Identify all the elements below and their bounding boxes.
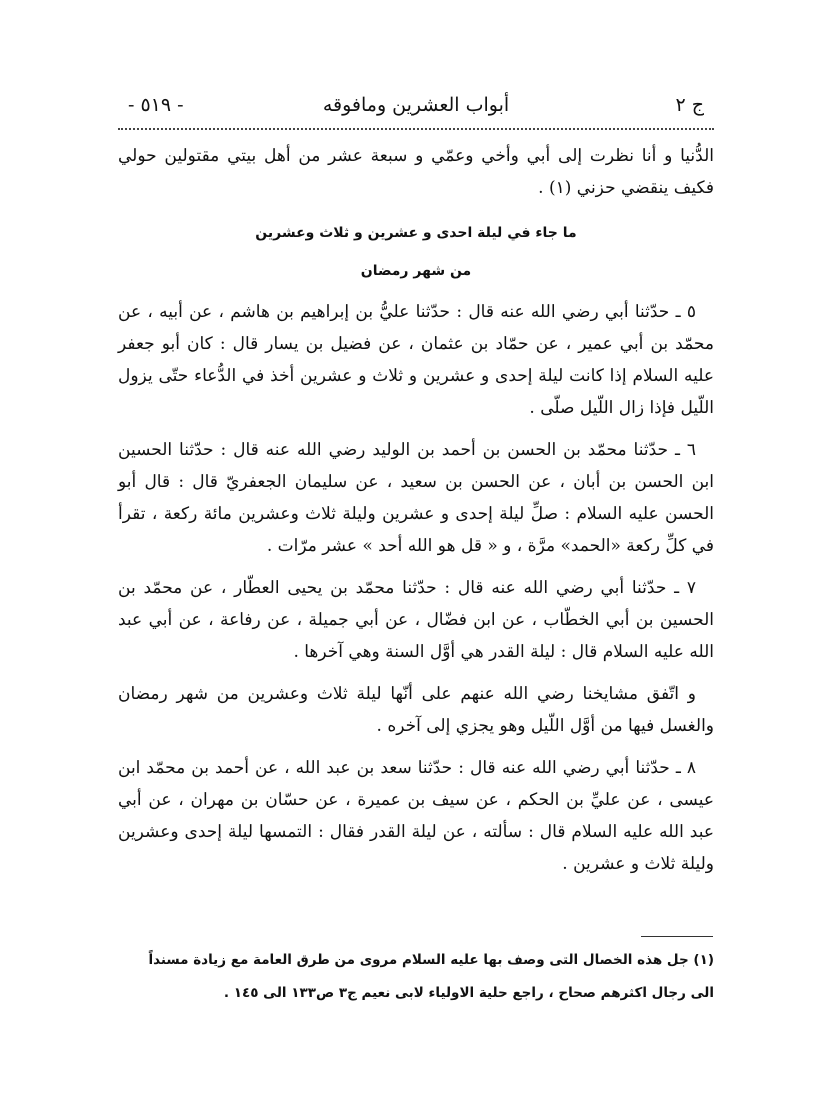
section-heading-line1: ما جاء في ليلة احدى و عشرين و ثلاث وعشرين (255, 225, 577, 241)
footnote-line1: (١) جل هذه الخصال التى وصف بها عليه السلام مروى من طرق العامة مع زيادة مسنداً (148, 952, 714, 968)
page-number: - ٥١٩ - (128, 94, 184, 116)
hadith-5: ٥ ـ حدّثنا أبي رضي الله عنه قال : حدّثنا عليُّ بن إبراهيم بن هاشم ، عن أبيه ، عن محمّد بن أبي عمير ، عن حمّاد بن عثمان ، عن فضيل بن يسار قال : كان أبو جعفر عليه السلام إذا كانت ليلة إحدى و عشرين و ثلاث و عشرين أخذ في الدُّعاء حتّى يزول اللّيل فإذا زال اللّيل صلّى . (118, 302, 714, 418)
header-divider (118, 128, 714, 130)
page-body (118, 140, 714, 890)
footnote-divider (641, 936, 713, 937)
page-header (118, 88, 714, 124)
footnote (118, 944, 714, 1010)
hadith-6: ٦ ـ حدّثنا محمّد بن الحسن بن أحمد بن الوليد رضي الله عنه قال : حدّثنا الحسين ابن الحسن بن أبان ، عن الحسن بن سعيد ، عن سليمان الجعفريّ قال : قال أبو الحسن عليه السلام : صلِّ ليلة إحدى و عشرين وليلة ثلاث وعشرين مائة ركعة ، تقرأ في كلِّ ركعة «الحمد» مرَّة ، و « قل هو الله أحد » عشر مرّات . (118, 440, 714, 556)
footnote-line2: الى رجال اكثرهم صحاح ، راجع حلية الاولياء لابى نعيم ج٣ ص١٣٣ الى ١٤٥ . (223, 985, 714, 1001)
running-title: أبواب العشرين ومافوقه (322, 94, 510, 116)
intro-text: الدُّنيا و أنا نظرت إلى أبي وأخي وعمّي و سبعة عشر من أهل بيتي مقتولين حولي فكيف ينقضي حزني (١) . (118, 146, 714, 198)
volume-label: ج ٢ (675, 94, 704, 116)
hadith-8: ٨ ـ حدّثنا أبي رضي الله عنه قال : حدّثنا سعد بن عبد الله ، عن أحمد بن محمّد ابن عيسى ، عن عليِّ بن الحكم ، عن سيف بن عميرة ، عن حسّان بن مهران ، عن أبي عبد الله عليه السلام قال : سألته ، عن ليلة القدر فقال : التمسها ليلة إحدى وعشرين وليلة ثلاث و عشرين . (118, 758, 714, 874)
hadith-7: ٧ ـ حدّثنا أبي رضي الله عنه قال : حدّثنا محمّد بن يحيى العطّار ، عن محمّد بن الحسين بن أبي الخطّاب ، عن ابن فضّال ، عن أبي جميلة ، عن رفاعة ، عن أبي عبد الله عليه السلام قال : ليلة القدر هي أوَّل السنة وهي آخرها . (118, 578, 714, 662)
section-heading-line2: من شهر رمضان (360, 263, 472, 279)
consensus-note: و اتّفق مشايخنا رضي الله عنهم على أنّها ليلة ثلاث وعشرين من شهر رمضان والغسل فيها من أوَّل اللّيل وهو يجزي إلى آخره . (118, 684, 714, 736)
